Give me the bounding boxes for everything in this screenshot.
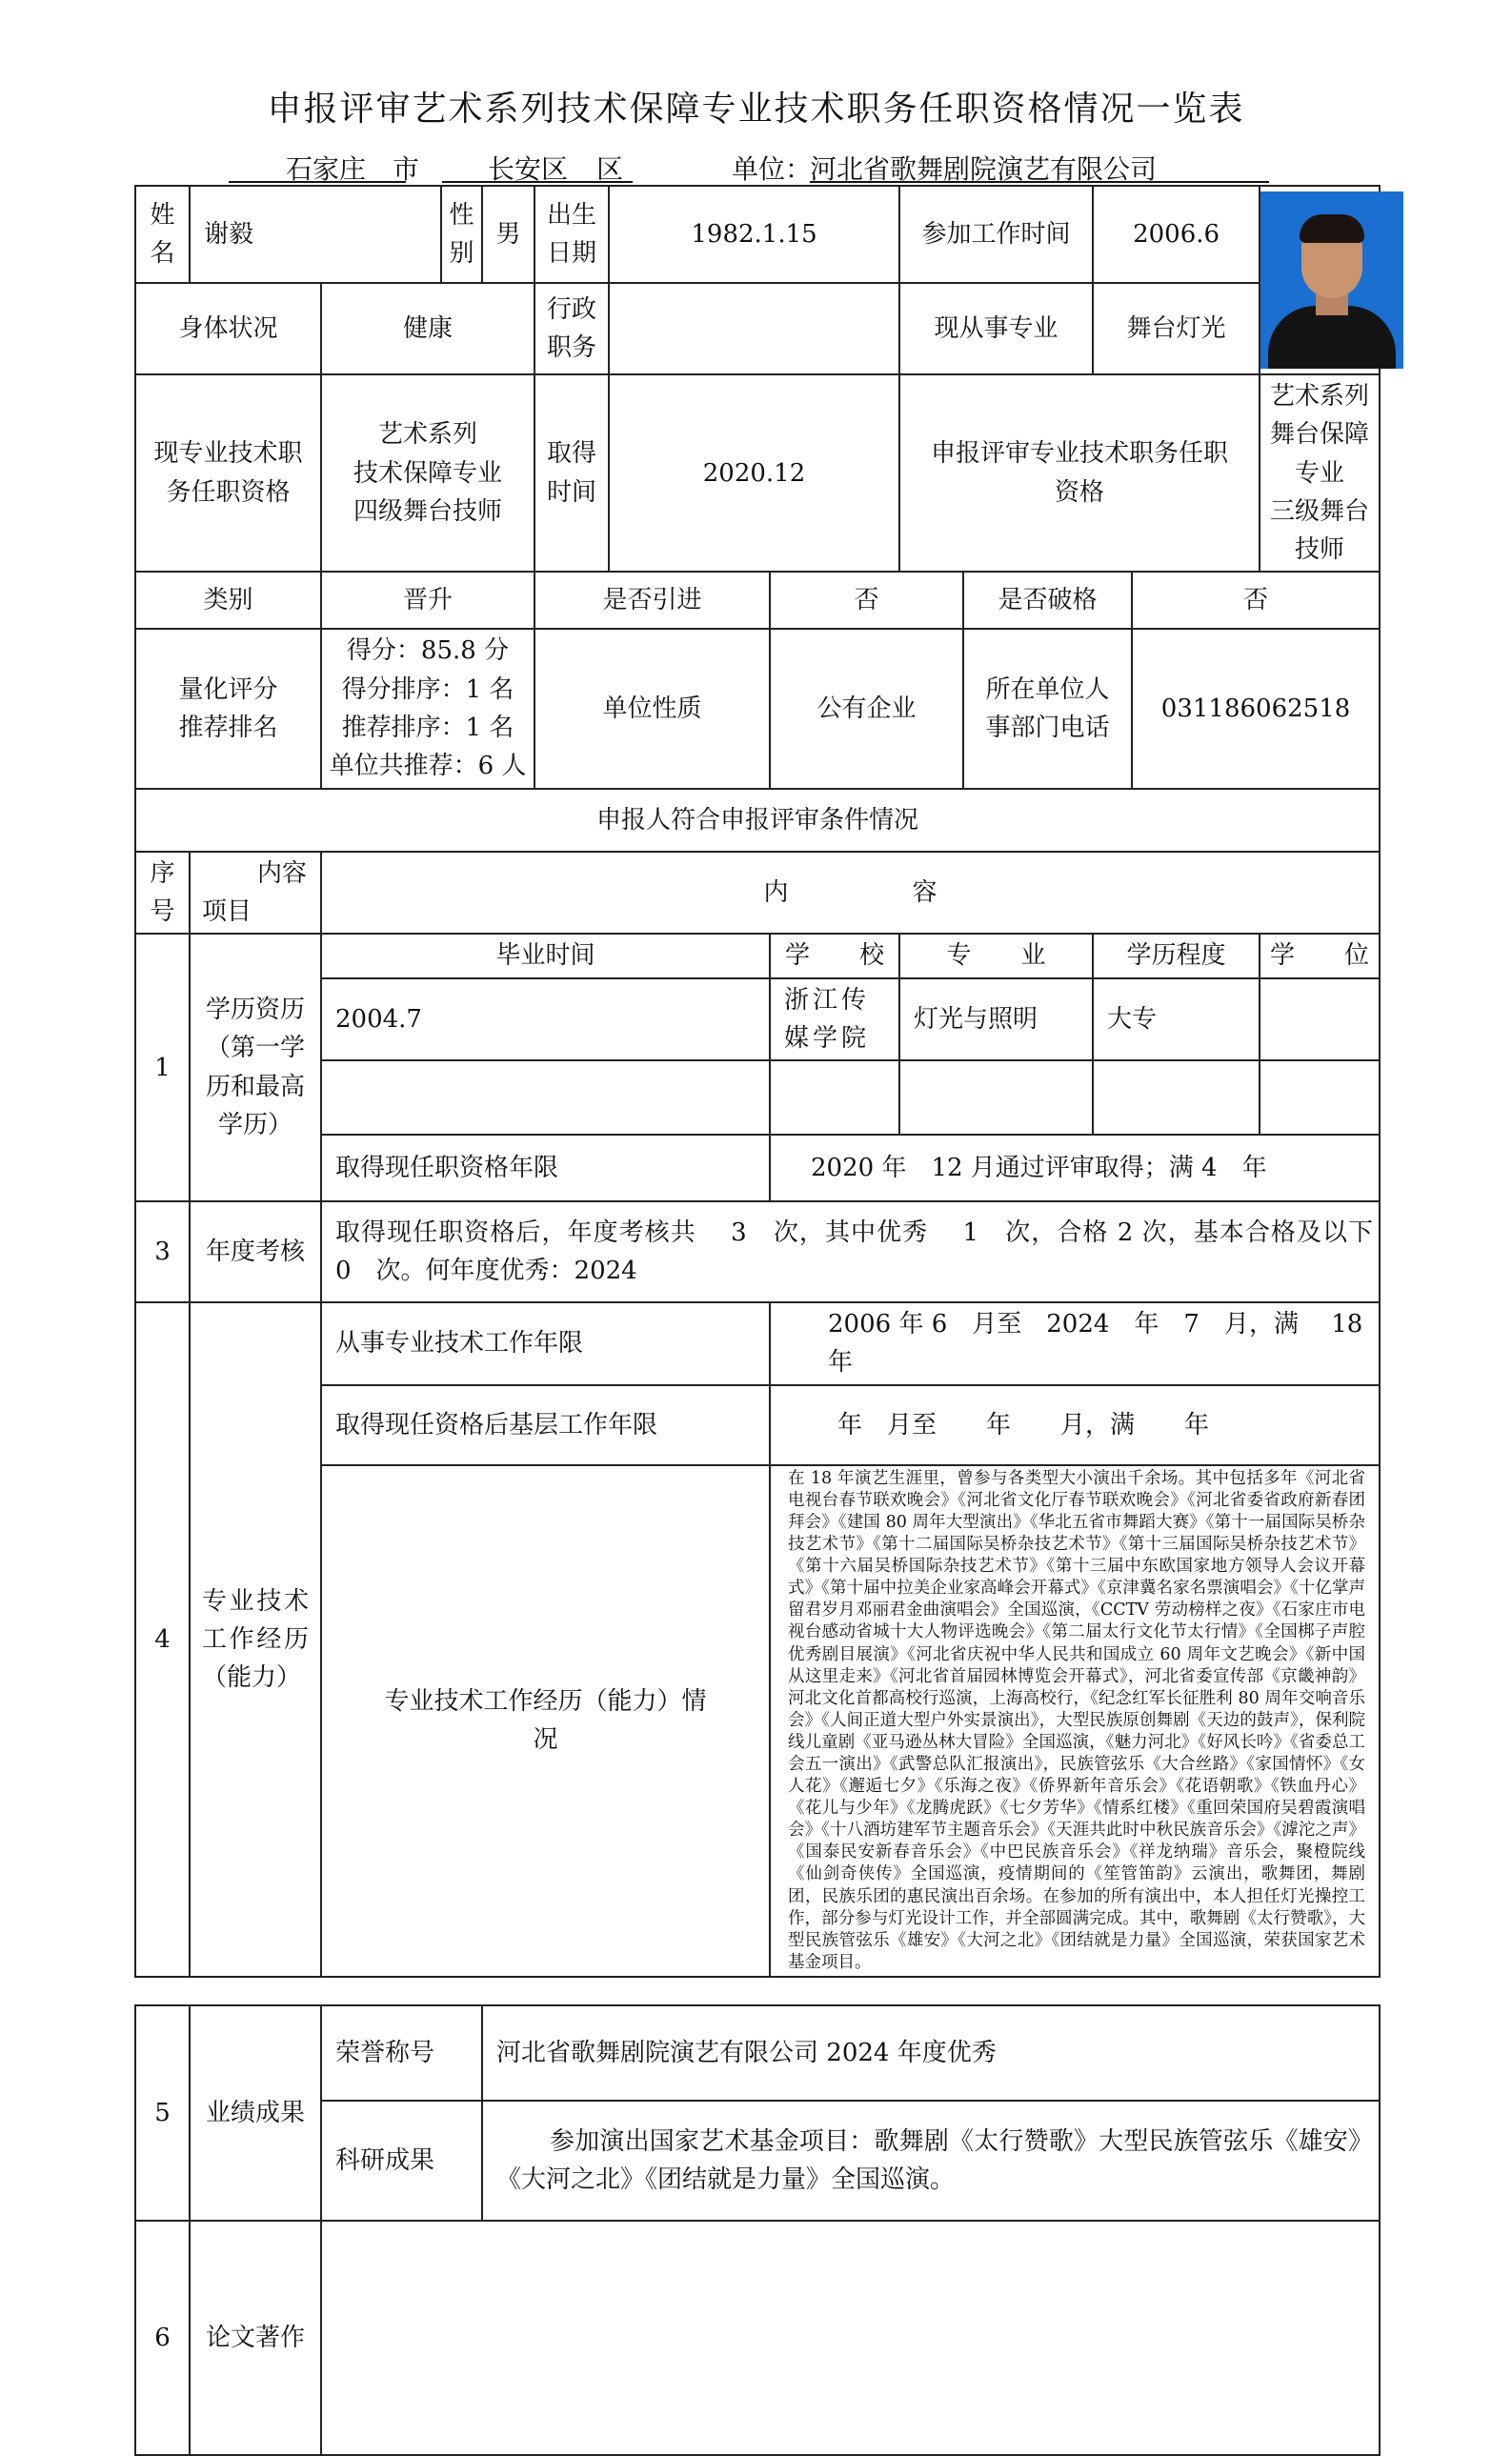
score-line-1: 得分：85.8 分 bbox=[346, 636, 510, 666]
apply-title-line-1: 艺术系列 bbox=[1270, 382, 1370, 411]
current-title-line-1: 艺术系列 bbox=[378, 420, 478, 450]
achievement-label: 业绩成果 bbox=[190, 2005, 321, 2221]
introduced-value: 否 bbox=[770, 572, 963, 629]
current-title-value bbox=[321, 374, 534, 572]
apply-title-value bbox=[1260, 374, 1380, 572]
unit-label: 单位： bbox=[732, 153, 813, 185]
no-header: 序号 bbox=[135, 852, 190, 935]
item-header-top: 内容 bbox=[257, 858, 308, 888]
unit-name: 河北省歌舞剧院演艺有限公司 bbox=[810, 153, 1158, 185]
gender-value: 男 bbox=[482, 186, 534, 283]
current-major-label: 现从事专业 bbox=[899, 283, 1093, 374]
achievement-no: 5 bbox=[135, 2005, 190, 2221]
annual-text: 取得现任职资格后，年度考核共 3 次，其中优秀 1 次，合格 2 次，基本合格及以下 0 次。何年度优秀：2024 bbox=[321, 1201, 1380, 1302]
research-value: 参加演出国家艺术基金项目：歌舞剧《太行赞歌》大型民族管弦乐《雄安》《大河之北》《团结就是力量》全国巡演。 bbox=[482, 2101, 1380, 2221]
birth-label: 出生日期 bbox=[534, 186, 609, 283]
name-label: 姓名 bbox=[135, 186, 190, 283]
admin-label: 行政职务 bbox=[534, 283, 609, 374]
edu-col-school: 学 校 bbox=[770, 934, 899, 977]
photo-cell bbox=[1260, 186, 1380, 374]
health-label: 身体状况 bbox=[135, 283, 321, 374]
current-title-line-2: 技术保障专业 bbox=[353, 458, 503, 488]
research-label: 科研成果 bbox=[321, 2101, 482, 2221]
experience-label: 专业技术工作经历（能力）情况 bbox=[321, 1465, 770, 1977]
experience-text: 在 18 年演艺生涯里，曾参与各类型大小演出千余场。其中包括多年《河北省电视台春节联欢晚会》《河北省文化厅春节联欢晚会》《河北省委省政府新春团拜会》《建国 80 周年大型演出》《华北五省市舞蹈大赛》《第十一届国际吴桥杂技艺术节》《第十二届国际吴桥杂技艺术节》《第十三届国际吴桥杂技艺术节》《第十六届吴桥国际杂技艺术节》《第十三届中东欧国家地方领导人会议开幕式》《第十届中拉美企业家高峰会开幕式》《京津冀名家名票演唱会》《十亿掌声留君岁月邓丽君金曲演唱会》全国巡演，《CCTV 劳动榜样之夜》《石家庄市电视台感动省城十大人物评选晚会》《第二届太行文化节太行情》《全国梆子声腔优秀剧目展演》《河北省庆祝中华人民共和国成立 60 周年文艺晚会》《新中国从这里走来》《河北省首届园林博览会开幕式》，河北省委宣传部《京畿神韵》河北文化首都高校行巡演，上海高校行，《纪念红军长征胜利 80 周年交响音乐会》《人间正道大型户外实景演出》，大型民族原创舞剧《天边的鼓声》，保利院线儿童剧《亚马逊丛林大冒险》全国巡演，《魅力河北》《好风长吟》《省委总工会五一演出》《武警总队汇报演出》，民族管弦乐《大合丝路》《家国情怀》《女人花》《邂逅七夕》《乐海之夜》《侨界新年音乐会》《花语朝歌》《铁血丹心》《花儿与少年》《龙腾虎跃》《七夕芳华》《情系红楼》《重回荣国府吴碧霞演唱会》《十八酒坊建军节主题音乐会》《天涯共此时中秋民族音乐会》《滹沱之声》《国泰民安新春音乐会》《中巴民族音乐会》《祥龙纳瑞》音乐会，聚橙院线《仙剑奇侠传》全国巡演，疫情期间的《笙管笛韵》云演出，歌舞团，舞剧团，民族乐团的惠民演出百余场。在参加的所有演出中，本人担任灯光操控工作，部分参与灯光设计工作，并全部圆满完成。其中，歌舞剧《太行赞歌》，大型民族管弦乐《雄安》《大河之北》《团结就是力量》全国巡演，荣获国家艺术基金项目。 bbox=[770, 1465, 1380, 1977]
category-value: 晋升 bbox=[321, 572, 534, 629]
admin-value bbox=[609, 283, 899, 374]
info-table bbox=[134, 185, 1406, 2456]
edu-col-degree-level: 学历程度 bbox=[1093, 934, 1260, 977]
exceptional-value: 否 bbox=[1132, 572, 1380, 629]
section-title: 申报人符合申报评审条件情况 bbox=[135, 789, 1380, 852]
unit-nature-label: 单位性质 bbox=[534, 629, 770, 788]
table-gap bbox=[135, 1977, 1380, 2005]
name-value: 谢毅 bbox=[190, 186, 441, 283]
score-label: 量化评分推荐排名 bbox=[135, 629, 321, 788]
district-unit: 区 bbox=[596, 153, 624, 185]
exceptional-label: 是否破格 bbox=[963, 572, 1132, 629]
edu-major-2 bbox=[899, 1060, 1093, 1135]
edu-no: 1 bbox=[135, 934, 190, 1201]
gender-label: 性别 bbox=[441, 186, 482, 283]
work-start-value: 2006.6 bbox=[1093, 186, 1260, 283]
edu-graduation: 2004.7 bbox=[321, 978, 770, 1061]
hr-phone-value: 031186062518 bbox=[1132, 629, 1380, 788]
work-start-label: 参加工作时间 bbox=[899, 186, 1093, 283]
item-header bbox=[190, 852, 321, 935]
apply-title-line-3: 三级舞台技师 bbox=[1270, 496, 1370, 565]
city-unit: 市 bbox=[393, 153, 420, 185]
edu-years-label: 取得现任职资格年限 bbox=[321, 1135, 770, 1201]
edu-col-graduation: 毕业时间 bbox=[321, 934, 770, 977]
grassroots-label: 取得现任资格后基层工作年限 bbox=[321, 1385, 770, 1465]
annual-no: 3 bbox=[135, 1201, 190, 1302]
edu-degree-level-2 bbox=[1093, 1060, 1260, 1135]
work-years-label: 从事专业技术工作年限 bbox=[321, 1302, 770, 1385]
edu-degree bbox=[1260, 978, 1380, 1061]
papers-content bbox=[321, 2221, 1380, 2455]
obtained-value: 2020.12 bbox=[609, 374, 899, 572]
category-label: 类别 bbox=[135, 572, 321, 629]
edu-degree-level: 大专 bbox=[1093, 978, 1260, 1061]
apply-title-line-2: 舞台保障专业 bbox=[1270, 420, 1370, 488]
score-line-3: 推荐排序：1 名 bbox=[341, 714, 514, 743]
papers-label: 论文著作 bbox=[190, 2221, 321, 2455]
city: 石家庄 bbox=[286, 153, 367, 185]
district: 长安区 bbox=[488, 153, 569, 185]
edu-degree-2 bbox=[1260, 1060, 1380, 1135]
health-value: 健康 bbox=[321, 283, 534, 374]
current-title-label: 现专业技术职务任职资格 bbox=[135, 374, 321, 572]
item-header-bottom: 项目 bbox=[202, 896, 252, 926]
edu-label: 学历资历（第一学历和最高学历） bbox=[190, 934, 321, 1201]
birth-value: 1982.1.15 bbox=[609, 186, 899, 283]
hr-phone-label: 所在单位人事部门电话 bbox=[963, 629, 1132, 788]
annual-label: 年度考核 bbox=[190, 1201, 321, 1302]
edu-graduation-2 bbox=[321, 1060, 770, 1135]
edu-major: 灯光与照明 bbox=[899, 978, 1093, 1061]
current-major-value: 舞台灯光 bbox=[1093, 283, 1260, 374]
obtained-label: 取得时间 bbox=[534, 374, 609, 572]
score-line-2: 得分排序：1 名 bbox=[341, 674, 514, 704]
edu-school: 浙江传媒学院 bbox=[770, 978, 899, 1061]
honor-value: 河北省歌舞剧院演艺有限公司 2024 年度优秀 bbox=[482, 2005, 1380, 2101]
edu-years-value: 2020 年 12 月通过评审取得；满 4 年 bbox=[770, 1135, 1380, 1201]
current-title-line-3: 四级舞台技师 bbox=[353, 496, 503, 526]
unit-nature-value: 公有企业 bbox=[770, 629, 963, 788]
honor-label: 荣誉称号 bbox=[321, 2005, 482, 2101]
work-years-value: 2006 年 6 月至 2024 年 7 月，满 18 年 bbox=[770, 1302, 1380, 1385]
score-line-4: 单位共推荐：6 人 bbox=[329, 752, 527, 781]
header-line bbox=[0, 149, 1512, 187]
applicant-photo bbox=[1260, 191, 1403, 369]
edu-col-major: 专 业 bbox=[899, 934, 1093, 977]
papers-no: 6 bbox=[135, 2221, 190, 2455]
work-no: 4 bbox=[135, 1302, 190, 1977]
edu-col-degree: 学 位 bbox=[1260, 934, 1380, 977]
work-label: 专业技术工作经历（能力） bbox=[190, 1302, 321, 1977]
introduced-label: 是否引进 bbox=[534, 572, 770, 629]
apply-title-label: 申报评审专业技术职务任职资格 bbox=[899, 374, 1260, 572]
edu-school-2 bbox=[770, 1060, 899, 1135]
grassroots-value: 年 月至 年 月，满 年 bbox=[770, 1385, 1380, 1465]
score-value bbox=[321, 629, 534, 788]
page-title: 申报评审艺术系列技术保障专业技术职务任职资格情况一览表 bbox=[267, 90, 1245, 129]
content-header: 内 容 bbox=[321, 852, 1380, 935]
